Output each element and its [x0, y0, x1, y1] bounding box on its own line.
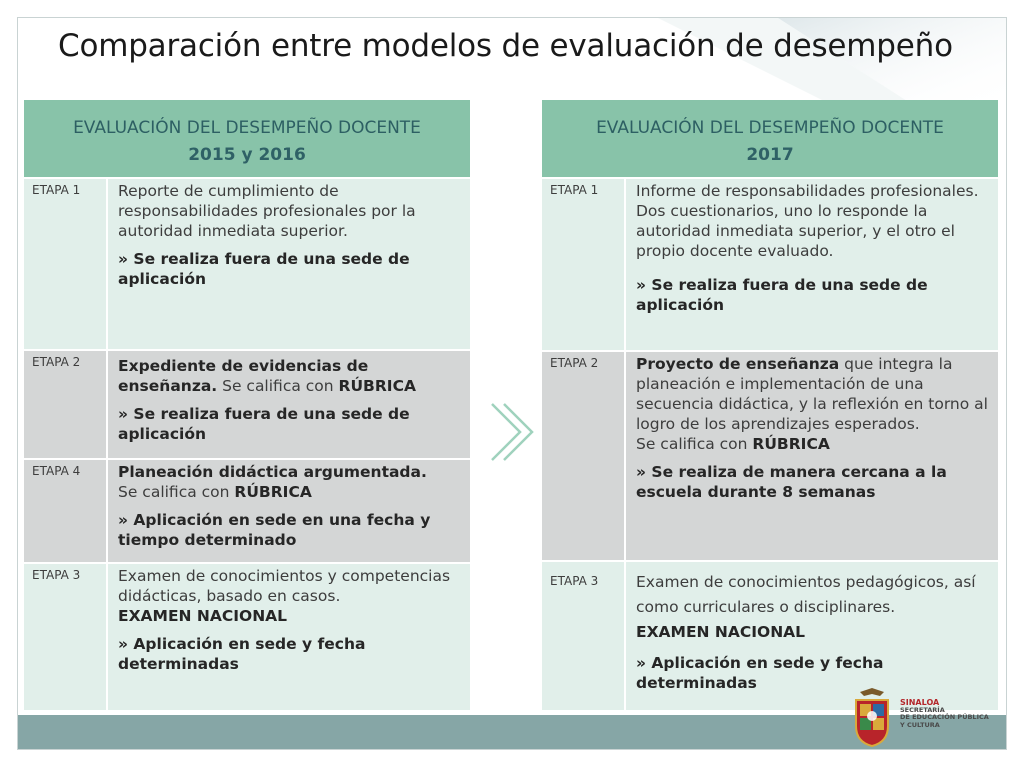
stage-content — [110, 460, 470, 562]
exam-label — [636, 620, 990, 645]
panel-2015-2016 — [24, 100, 470, 710]
panel-header-title: EVALUACIÓN DEL DESEMPEÑO DOCENTE — [73, 118, 421, 138]
exam-label — [118, 606, 462, 626]
table-row — [24, 460, 470, 562]
exam-name: EXAMEN NACIONAL — [636, 623, 806, 641]
stage-label: ETAPA 1 — [24, 179, 108, 349]
slide — [17, 17, 1007, 750]
double-chevron-right-icon — [486, 400, 536, 465]
panel-header — [542, 100, 998, 177]
stage-description — [636, 354, 990, 434]
stage-note: » Se realiza fuera de una sede de aplicación — [636, 276, 928, 314]
exam-name: EXAMEN NACIONAL — [118, 607, 288, 625]
stage-label: ETAPA 3 — [542, 562, 626, 710]
stage-note: » Se realiza de manera cercana a la escuela durante 8 semanas — [636, 463, 947, 501]
panel-header-year: 2015 y 2016 — [188, 145, 306, 165]
stage-description: Reporte de cumplimiento de responsabilidades profesionales por la autoridad inmediata superior. — [118, 182, 416, 240]
stage-text: que integra la planeación e implementación de una secuencia didáctica, y la reflexión en torno al logro de los aprendizajes esperados. — [636, 355, 988, 433]
stage-note: » Se realiza fuera de una sede de aplicación — [118, 405, 410, 443]
stage-label: ETAPA 4 — [24, 460, 108, 562]
stage-label: ETAPA 3 — [24, 564, 108, 710]
stage-description: Informe de responsabilidades profesionales. Dos cuestionarios, uno lo responde la autoridad inmediata superior, y el otro el propio docente evaluado. — [636, 182, 979, 260]
stage-content — [628, 179, 998, 350]
sep-sinaloa-logo — [850, 686, 1007, 748]
panel-header — [24, 100, 470, 177]
stage-note: » Se realiza fuera de una sede de aplicación — [118, 250, 410, 288]
grading-method: RÚBRICA — [752, 435, 830, 453]
stage-note: » Aplicación en sede y fecha determinadas — [118, 635, 366, 673]
stage-content — [110, 179, 470, 349]
stage-title: Planeación didáctica argumentada. — [118, 463, 427, 481]
stage-text: Se califica con — [118, 483, 235, 501]
stage-description — [118, 356, 462, 396]
table-row — [542, 352, 998, 560]
grading-line — [636, 434, 990, 454]
page-title: Comparación entre modelos de evaluación de desempeño — [58, 28, 953, 64]
logo-line: SECRETARÍA — [900, 705, 945, 714]
table-row — [24, 564, 470, 710]
table-row — [24, 179, 470, 349]
stage-content — [110, 564, 470, 710]
logo-line: DE EDUCACIÓN PÚBLICA — [900, 713, 989, 721]
grading-method: RÚBRICA — [338, 377, 416, 395]
stage-label: ETAPA 2 — [24, 351, 108, 458]
stage-title: Proyecto de enseñanza — [636, 355, 840, 373]
stage-note: » Aplicación en sede en una fecha y tiempo determinado — [118, 511, 431, 549]
grading-method: RÚBRICA — [234, 483, 312, 501]
grading-text: Se califica con — [636, 435, 753, 453]
table-row — [24, 351, 470, 458]
logo-state: SINALOA — [900, 698, 940, 707]
stage-title: Expediente de evidencias de enseñanza. — [118, 357, 369, 395]
stage-description: Examen de conocimientos pedagógicos, así como curriculares o disciplinares. — [636, 573, 976, 616]
logo-line: Y CULTURA — [900, 720, 940, 729]
stage-label: ETAPA 2 — [542, 352, 626, 560]
stage-note: » Aplicación en sede y fecha determinadas — [636, 654, 884, 692]
stage-description — [118, 462, 462, 502]
panel-header-year: 2017 — [746, 145, 794, 165]
stage-text: Se califica con — [217, 377, 339, 395]
stage-label: ETAPA 1 — [542, 179, 626, 350]
stage-description: Examen de conocimientos y competencias didácticas, basado en casos. — [118, 567, 451, 605]
state-emblem-icon — [850, 686, 894, 748]
table-row — [542, 179, 998, 350]
panel-2017 — [542, 100, 998, 710]
logo-text — [900, 699, 989, 729]
stage-content — [628, 352, 998, 560]
panel-header-title: EVALUACIÓN DEL DESEMPEÑO DOCENTE — [596, 118, 944, 138]
stage-content — [110, 351, 470, 458]
